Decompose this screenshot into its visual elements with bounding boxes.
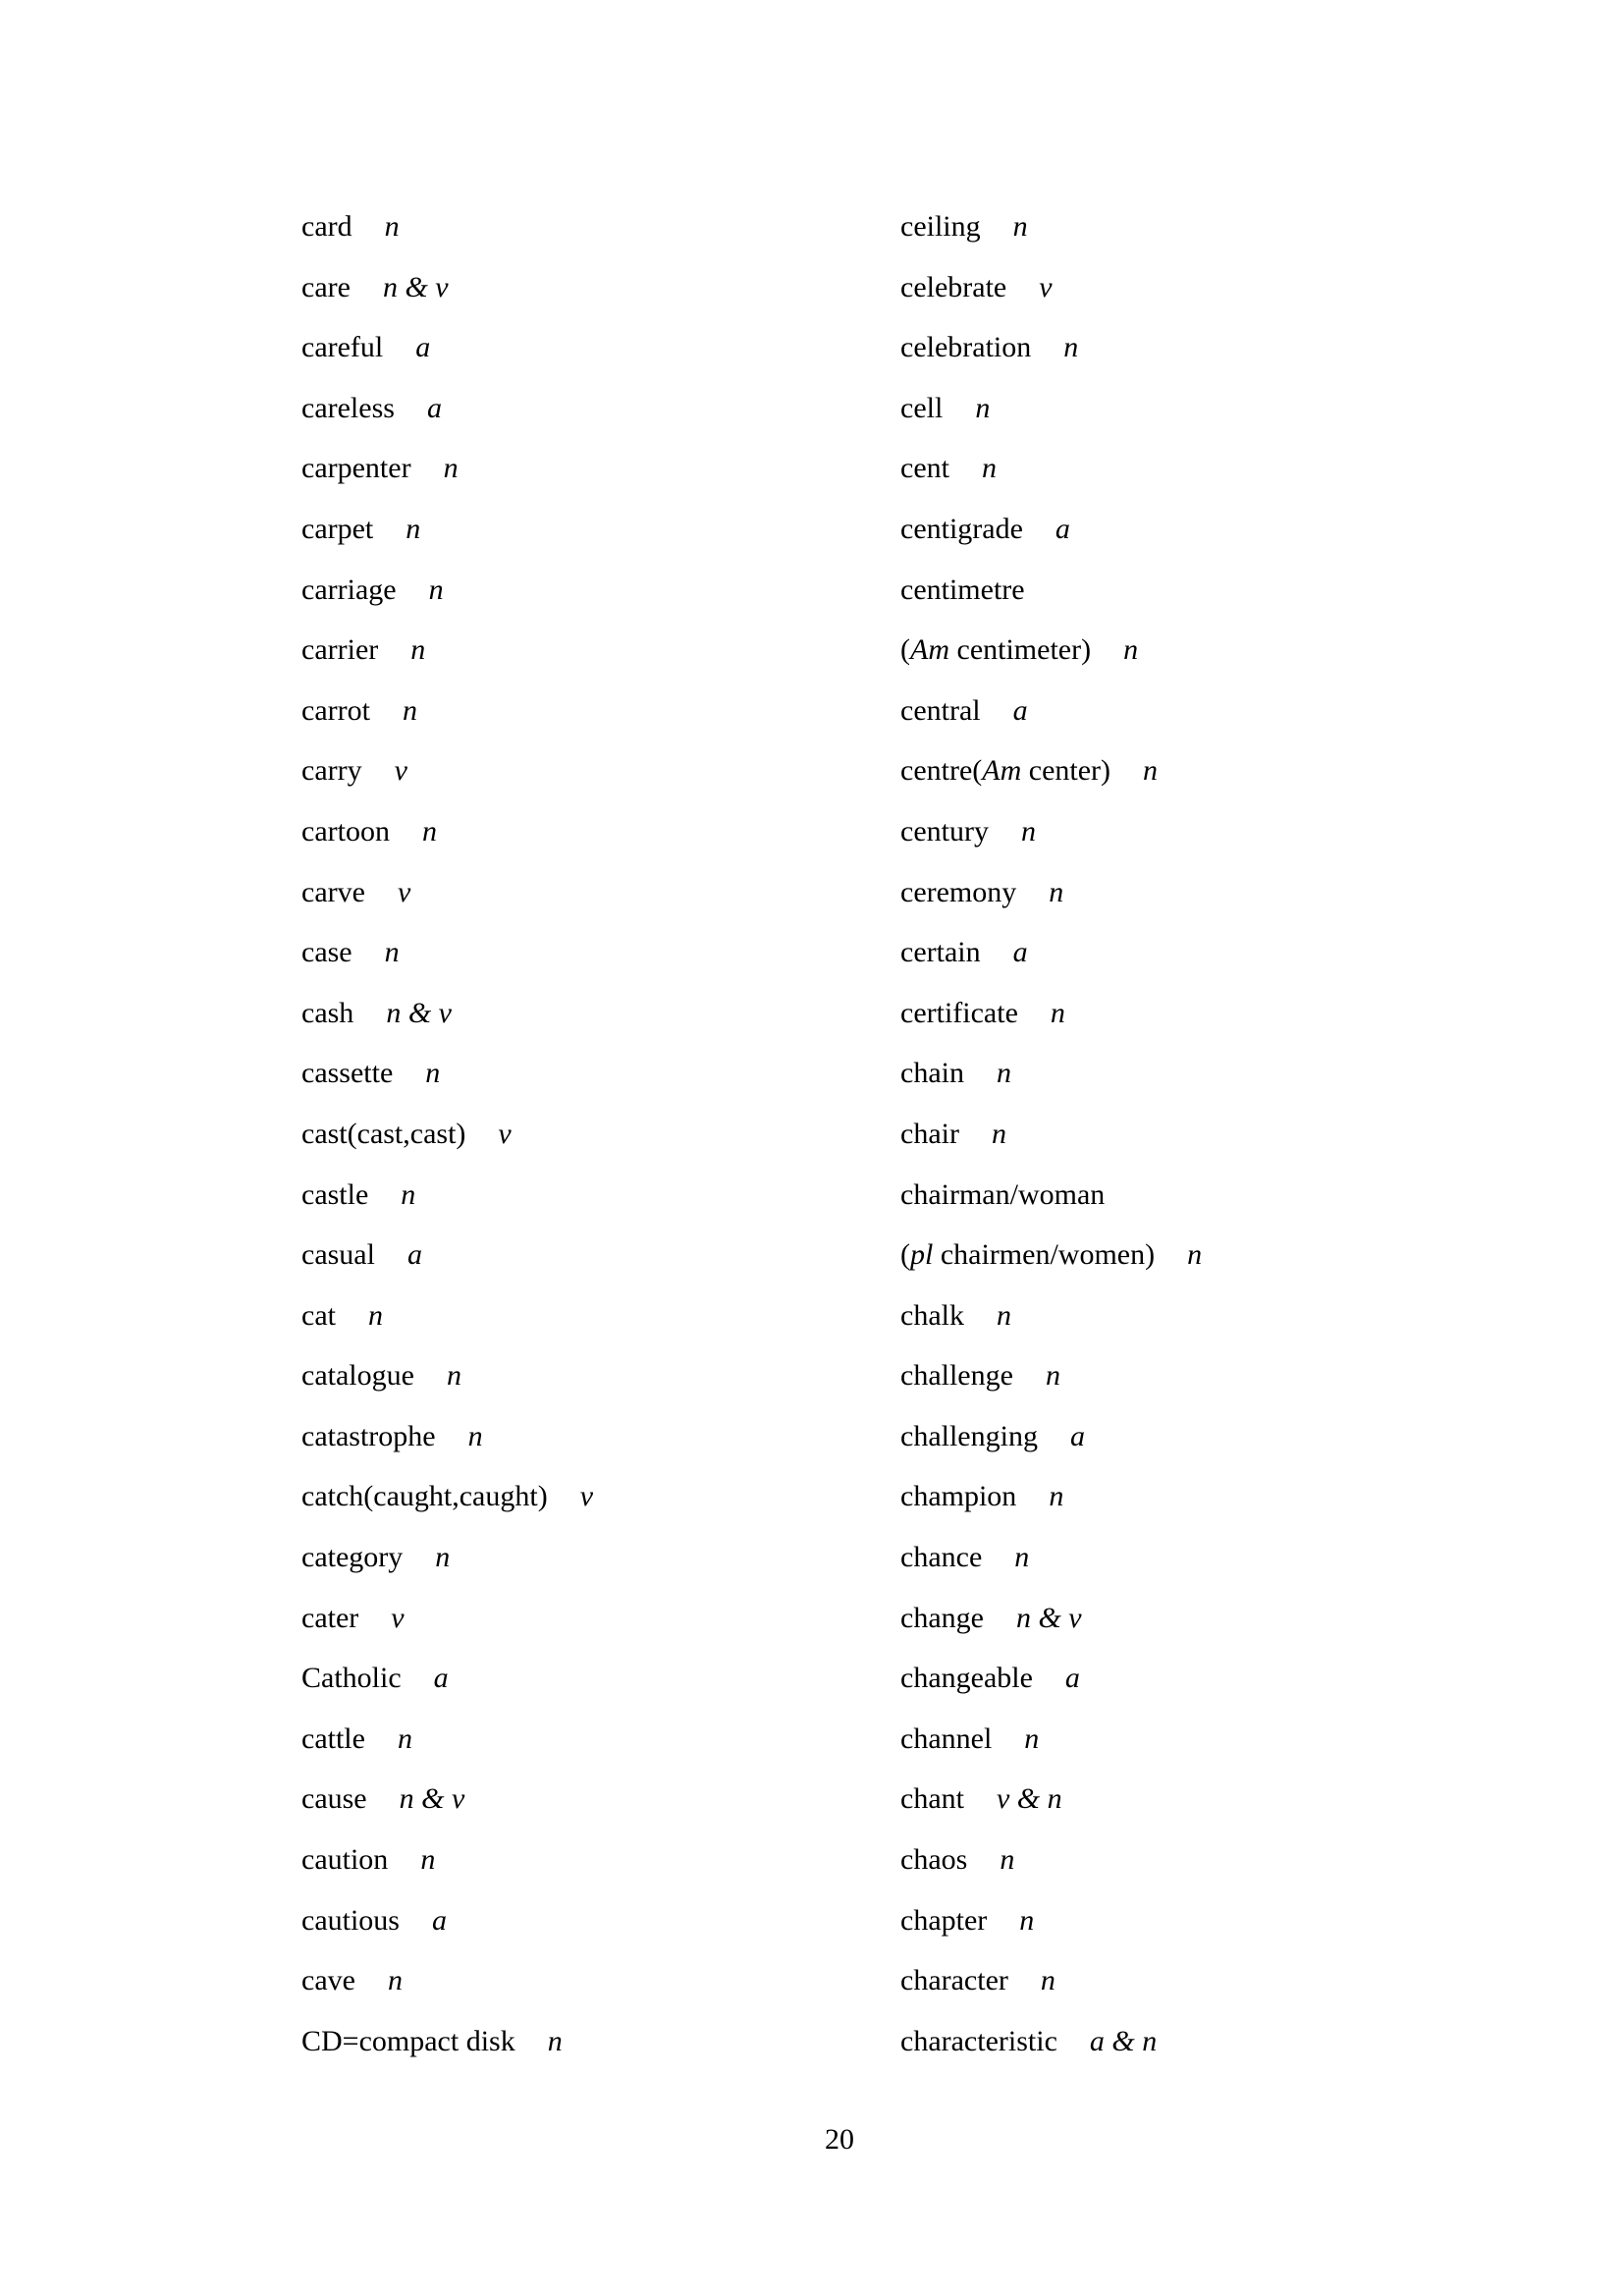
list-item <box>900 1721 1450 1781</box>
entry-pos: n <box>1012 210 1028 243</box>
list-item <box>900 208 1450 269</box>
entry-pos: n <box>1049 1480 1064 1513</box>
entry-word <box>900 1662 1033 1694</box>
entry-word <box>900 1904 987 1937</box>
entry-word-segment: category <box>301 1541 404 1574</box>
list-item <box>900 1962 1450 2023</box>
entry-word <box>301 2025 515 2057</box>
entry-pos: v & n <box>996 1782 1062 1816</box>
list-item <box>900 1297 1450 1358</box>
entry-word <box>301 1238 375 1271</box>
entry-word-segment: CD=compact disk <box>301 2024 515 2057</box>
list-item <box>301 2023 851 2084</box>
entry-pos: n & v <box>399 1782 465 1816</box>
list-item <box>301 1236 851 1297</box>
entry-word-segment: cause <box>301 1782 367 1816</box>
entry-word-segment: certain <box>900 936 981 969</box>
entry-word <box>301 1843 388 1876</box>
entry-pos: n <box>1063 331 1079 364</box>
entry-word <box>301 1420 436 1452</box>
entry-word-segment: ceiling <box>900 210 981 243</box>
list-item <box>900 1055 1450 1116</box>
entry-pos: n & v <box>386 996 452 1029</box>
entry-word <box>301 1178 368 1211</box>
list-item <box>900 1418 1450 1479</box>
entry-pos: n <box>428 573 444 606</box>
list-item <box>900 1841 1450 1902</box>
entry-word <box>900 1480 1016 1512</box>
list-item <box>301 874 851 935</box>
entry-pos: n <box>1040 1964 1055 1997</box>
entry-word-segment: chain <box>900 1057 964 1090</box>
entry-pos: n & v <box>1015 1601 1082 1634</box>
entry-word-segment: chalk <box>900 1298 964 1332</box>
list-item <box>301 1176 851 1237</box>
entry-word-segment: chant <box>900 1782 964 1816</box>
entry-word <box>900 1782 964 1815</box>
entry-word <box>301 452 411 484</box>
list-item <box>900 1236 1450 1297</box>
entry-word <box>900 392 943 424</box>
entry-pos: n <box>425 1057 441 1090</box>
entry-pos: n <box>1024 1722 1040 1755</box>
entry-word-segment: cave <box>301 1964 355 1997</box>
entry-pos: n <box>996 1057 1011 1090</box>
list-item <box>301 752 851 813</box>
entry-word-segment: care <box>301 270 351 303</box>
entry-word-segment: ceremony <box>900 875 1017 908</box>
entry-word <box>301 271 351 303</box>
list-item <box>301 1721 851 1781</box>
entry-word <box>301 694 370 727</box>
entry-word-segment: chair <box>900 1117 959 1150</box>
list-item <box>900 995 1450 1056</box>
entry-word <box>900 876 1016 908</box>
entry-pos: n <box>435 1541 451 1574</box>
list-item <box>301 1660 851 1721</box>
entry-word-segment: centimeter) <box>949 633 1092 667</box>
entry-pos: a <box>431 1903 447 1937</box>
list-item <box>900 2023 1450 2084</box>
entry-word <box>900 997 1018 1029</box>
entry-pos: a & n <box>1089 2024 1158 2057</box>
entry-pos: n <box>401 1177 416 1211</box>
entry-word-italic-segment: Am <box>982 754 1022 788</box>
entry-pos: n <box>384 936 400 969</box>
entry-word-segment: chapter <box>900 1903 988 1937</box>
entry-word-segment: challenging <box>900 1419 1038 1452</box>
entry-word <box>301 1602 358 1634</box>
list-item <box>900 631 1450 692</box>
list-item <box>301 511 851 572</box>
list-item <box>900 269 1450 330</box>
page-number: 20 <box>825 2123 854 2156</box>
entry-word <box>301 1299 336 1332</box>
list-item <box>900 450 1450 511</box>
entry-pos: n <box>1020 814 1036 847</box>
list-item <box>301 1841 851 1902</box>
entry-pos: n <box>1049 875 1064 908</box>
list-item <box>301 208 851 269</box>
entry-word-segment: cautious <box>301 1903 400 1937</box>
entry-word-segment: chaos <box>900 1843 968 1877</box>
entry-pos: n <box>1014 1541 1030 1574</box>
entry-word <box>900 1722 992 1755</box>
entry-pos: n <box>975 391 991 424</box>
entry-word-segment: cater <box>301 1601 359 1634</box>
entry-pos: n <box>1143 754 1159 788</box>
list-item <box>301 450 851 511</box>
entry-word-segment: characteristic <box>900 2024 1057 2057</box>
entry-word-segment: celebration <box>900 331 1032 364</box>
entry-pos: n <box>1187 1238 1203 1272</box>
entry-word <box>900 815 989 847</box>
entry-pos: n <box>1045 1359 1060 1393</box>
entry-pos: a <box>433 1662 449 1695</box>
entry-pos: v <box>1039 270 1053 303</box>
list-item <box>301 995 851 1056</box>
entry-word-segment: channel <box>900 1722 993 1755</box>
word-list-column-left <box>301 208 851 2083</box>
entry-pos: n <box>1123 633 1139 667</box>
entry-pos: v <box>498 1117 512 1150</box>
entry-word <box>301 331 383 363</box>
entry-pos: a <box>1012 693 1028 727</box>
entry-word <box>301 1359 414 1392</box>
list-item <box>301 1962 851 2023</box>
entry-word-segment: careful <box>301 331 384 364</box>
entry-pos: n <box>1019 1903 1035 1937</box>
entry-pos: n <box>996 1298 1011 1332</box>
entry-pos: a <box>415 331 431 364</box>
entry-pos: v <box>391 1601 405 1634</box>
entry-pos: a <box>1055 512 1070 545</box>
entry-word-segment: cent <box>900 452 949 485</box>
entry-word <box>900 1602 984 1634</box>
entry-pos: n <box>981 452 997 485</box>
list-item <box>301 1116 851 1176</box>
entry-word <box>301 876 365 908</box>
entry-word <box>900 1118 959 1150</box>
list-item <box>301 572 851 632</box>
list-item <box>900 934 1450 995</box>
list-item <box>301 390 851 451</box>
entry-word <box>301 1722 365 1755</box>
entry-pos: n <box>384 210 400 243</box>
list-item <box>301 1600 851 1661</box>
entry-word-segment: castle <box>301 1177 369 1211</box>
entry-pos: a <box>406 1238 422 1272</box>
entry-word <box>900 271 1006 303</box>
entry-word <box>900 574 1025 606</box>
entry-word <box>301 754 362 787</box>
entry-pos: n <box>367 1298 383 1332</box>
list-item <box>301 631 851 692</box>
entry-word <box>301 1541 403 1573</box>
entry-word-segment: central <box>900 693 981 727</box>
list-item <box>301 813 851 874</box>
entry-word-segment: cell <box>900 391 944 424</box>
entry-word <box>301 1662 402 1694</box>
entry-word <box>900 2025 1057 2057</box>
entry-pos: n <box>420 1843 436 1877</box>
entry-word-segment: caution <box>301 1843 389 1877</box>
list-item <box>900 329 1450 390</box>
entry-word-segment: cash <box>301 996 354 1029</box>
entry-word <box>301 1057 393 1089</box>
entry-pos: a <box>426 391 442 424</box>
entry-word <box>301 997 353 1029</box>
list-item <box>900 813 1450 874</box>
entry-pos: v <box>579 1480 594 1513</box>
list-item <box>900 1902 1450 1963</box>
entry-word <box>301 1904 400 1937</box>
entry-word <box>900 694 981 727</box>
list-item <box>900 692 1450 753</box>
entry-pos: n <box>402 693 417 727</box>
list-item <box>900 1780 1450 1841</box>
list-item <box>900 1357 1450 1418</box>
entry-pos: a <box>1064 1662 1080 1695</box>
list-item <box>900 1176 1450 1237</box>
entry-pos: n <box>446 1359 461 1393</box>
list-item <box>301 1780 851 1841</box>
list-item <box>900 1539 1450 1600</box>
entry-word-segment: carrot <box>301 693 370 727</box>
entry-pos: n <box>1050 996 1065 1029</box>
list-item <box>900 752 1450 813</box>
entry-pos: n <box>387 1964 403 1997</box>
entry-word-segment: character <box>900 1964 1008 1997</box>
entry-word-segment: cartoon <box>301 814 390 847</box>
entry-pos: n <box>397 1722 412 1755</box>
list-item <box>900 1600 1450 1661</box>
entry-word <box>900 1420 1038 1452</box>
entry-word-segment: Catholic <box>301 1662 402 1695</box>
entry-word-segment: changeable <box>900 1662 1033 1695</box>
entry-word-segment: center) <box>1021 754 1111 788</box>
entry-word <box>301 1480 548 1512</box>
entry-word <box>900 1057 964 1089</box>
entry-word-segment: centigrade <box>900 512 1023 545</box>
entry-word-segment: champion <box>900 1480 1017 1513</box>
entry-word <box>900 754 1110 787</box>
entry-word-italic-segment: Am <box>910 633 949 667</box>
entry-word-segment: carriage <box>301 573 397 606</box>
list-item <box>900 1116 1450 1176</box>
entry-word <box>301 1782 367 1815</box>
list-item <box>301 1357 851 1418</box>
entry-pos: n <box>443 452 459 485</box>
entry-word-segment: casual <box>301 1238 375 1272</box>
word-list-column-right <box>900 208 1450 2083</box>
entry-pos: n <box>467 1419 483 1452</box>
entry-word <box>301 513 373 545</box>
entry-word-italic-segment: pl <box>910 1238 934 1272</box>
list-item <box>301 269 851 330</box>
entry-pos: n <box>421 814 437 847</box>
entry-word-segment: chairman/woman <box>900 1177 1106 1211</box>
entry-word <box>900 452 949 484</box>
entry-word-segment: case <box>301 936 352 969</box>
entry-word-segment: careless <box>301 391 395 424</box>
entry-word <box>900 1359 1013 1392</box>
entry-word-segment: ( <box>900 1238 910 1272</box>
entry-word <box>301 1118 465 1150</box>
entry-word-segment: centimetre <box>900 573 1025 606</box>
entry-pos: n <box>1000 1843 1015 1877</box>
entry-word <box>900 1843 967 1876</box>
entry-word-segment: chance <box>900 1541 983 1574</box>
list-item <box>900 1660 1450 1721</box>
entry-word-segment: carpenter <box>301 452 411 485</box>
entry-word <box>900 513 1023 545</box>
list-item <box>301 1055 851 1116</box>
entry-pos: n <box>406 512 421 545</box>
entry-word-segment: carve <box>301 875 365 908</box>
list-item <box>900 390 1450 451</box>
entry-word <box>900 1964 1008 1996</box>
entry-word-segment: card <box>301 210 352 243</box>
list-item <box>301 1418 851 1479</box>
entry-word <box>900 1178 1105 1211</box>
entry-pos: n <box>410 633 426 667</box>
entry-pos: n <box>547 2024 563 2057</box>
entry-word-segment: cattle <box>301 1722 365 1755</box>
entry-word-segment: cat <box>301 1298 336 1332</box>
entry-word-segment: cassette <box>301 1057 394 1090</box>
entry-word-segment: carpet <box>301 512 374 545</box>
entry-word-segment: cast(cast,cast) <box>301 1117 466 1150</box>
entry-word <box>900 210 981 243</box>
entry-word <box>900 633 1091 666</box>
entry-word-segment: chairmen/women) <box>933 1238 1156 1272</box>
entry-word-segment: challenge <box>900 1359 1013 1393</box>
entry-word <box>301 633 378 666</box>
entry-word-segment: certificate <box>900 996 1018 1029</box>
entry-pos: v <box>397 875 411 908</box>
entry-pos: a <box>1069 1419 1085 1452</box>
list-item <box>301 1539 851 1600</box>
entry-word <box>301 815 390 847</box>
entry-word-segment: century <box>900 814 989 847</box>
entry-word <box>301 210 352 243</box>
list-item <box>301 1478 851 1539</box>
entry-word <box>900 936 981 968</box>
list-item <box>301 1902 851 1963</box>
entry-word <box>900 1238 1155 1271</box>
entry-word-segment: catastrophe <box>301 1419 436 1452</box>
entry-pos: a <box>1012 936 1028 969</box>
entry-word-segment: celebrate <box>900 270 1007 303</box>
list-item <box>900 874 1450 935</box>
entry-pos: v <box>394 754 407 788</box>
entry-word <box>301 936 352 968</box>
list-item <box>301 1297 851 1358</box>
entry-word-segment: centre( <box>900 754 983 788</box>
entry-word <box>900 331 1031 363</box>
entry-word-segment: catch(caught,caught) <box>301 1480 548 1513</box>
list-item <box>900 1478 1450 1539</box>
entry-word-segment: catalogue <box>301 1359 414 1393</box>
list-item <box>301 329 851 390</box>
list-item <box>900 511 1450 572</box>
entry-word-segment: carrier <box>301 633 379 667</box>
entry-word <box>301 574 397 606</box>
list-item <box>301 692 851 753</box>
entry-word <box>900 1541 982 1573</box>
entry-word-segment: change <box>900 1601 984 1634</box>
entry-pos: n & v <box>382 270 449 303</box>
list-item <box>301 934 851 995</box>
list-item <box>900 572 1450 632</box>
entry-pos: n <box>991 1117 1006 1150</box>
entry-word-segment: ( <box>900 633 910 667</box>
entry-word <box>301 1964 355 1996</box>
entry-word <box>301 392 395 424</box>
entry-word-segment: carry <box>301 754 362 788</box>
entry-word <box>900 1299 964 1332</box>
